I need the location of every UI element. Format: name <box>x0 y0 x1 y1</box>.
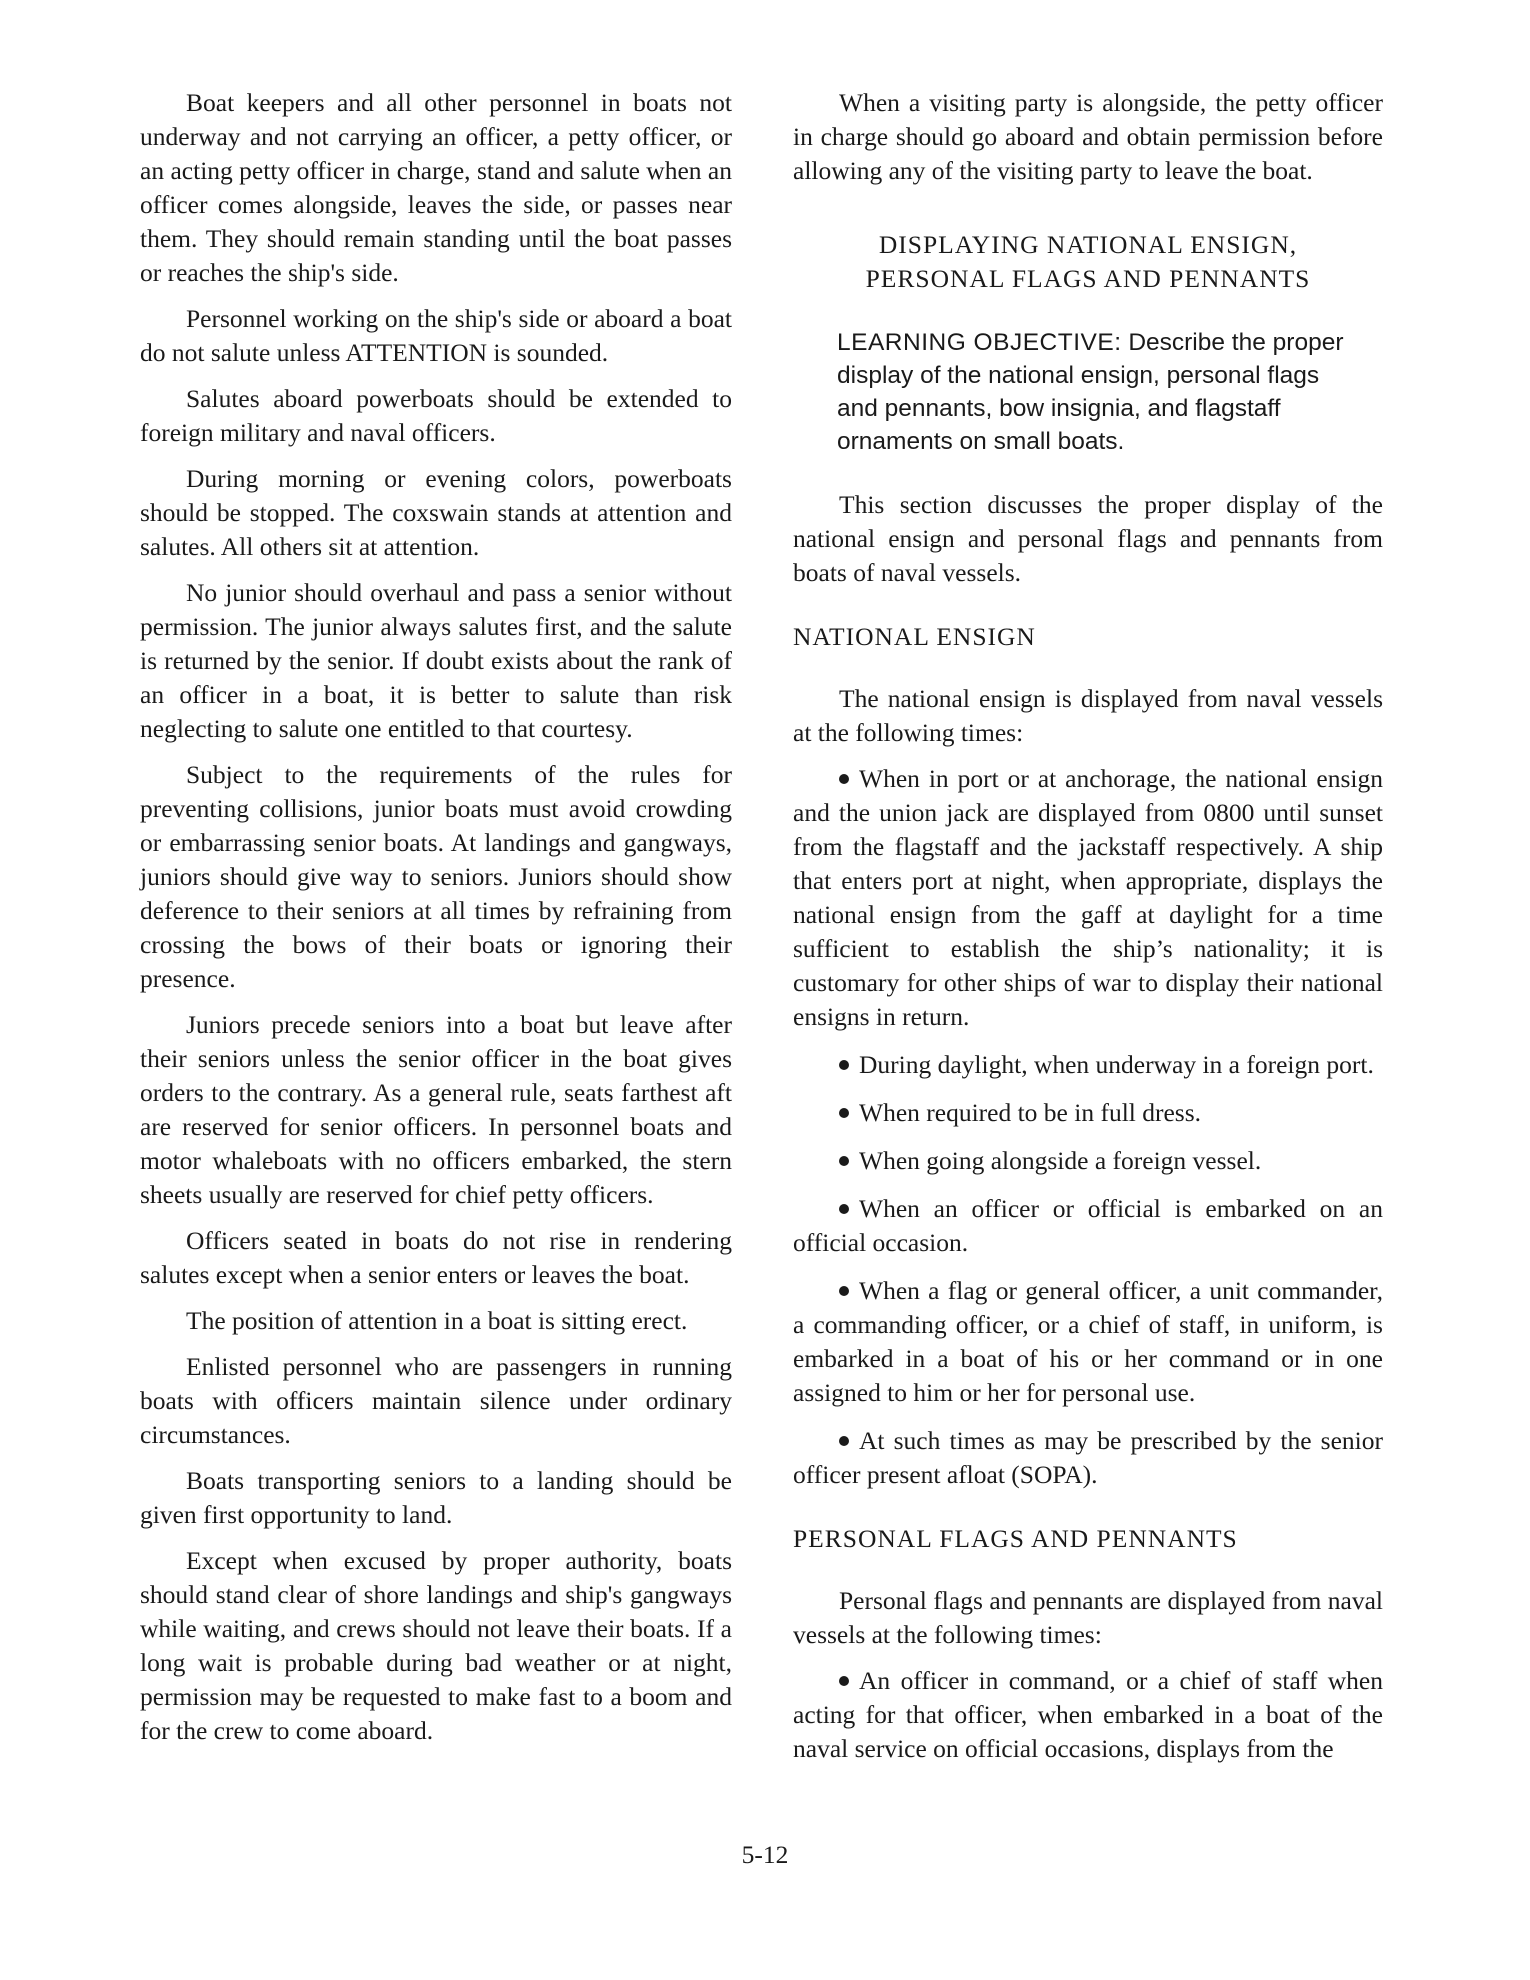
list-item-text: When a flag or general officer, a unit commander, a commanding officer, or a chief of staff, in uniform, is embarked in a boat of his or her command or in one assigned to him or her for personal use. <box>793 1276 1383 1407</box>
paragraph: The national ensign is displayed from naval vessels at the following times: <box>793 684 1383 747</box>
section-title-line: PERSONAL FLAGS AND PENNANTS <box>865 264 1311 293</box>
section-title-line: DISPLAYING NATIONAL ENSIGN, <box>878 230 1298 259</box>
paragraph: Boats transporting seniors to a landing should be given first opportunity to land. <box>140 1466 732 1529</box>
page-number: 5-12 <box>741 1840 789 1869</box>
list-item <box>793 1424 1383 1492</box>
paragraph: Personnel working on the ship's side or aboard a boat do not salute unless ATTENTION is sounded. <box>140 304 732 367</box>
section-title <box>793 228 1383 296</box>
bullet-icon <box>839 1156 849 1166</box>
list-item-text: When going alongside a foreign vessel. <box>859 1146 1262 1175</box>
bullet-icon <box>839 1204 849 1214</box>
paragraph: Enlisted personnel who are passengers in running boats with officers maintain silence under ordinary circumstances. <box>140 1352 732 1449</box>
paragraph: Salutes aboard powerboats should be extended to foreign military and naval officers. <box>140 384 732 447</box>
right-column <box>793 86 1383 1780</box>
list-item-text: During daylight, when underway in a foreign port. <box>859 1050 1374 1079</box>
paragraph: When a visiting party is alongside, the petty officer in charge should go aboard and obtain permission before allowing any of the visiting party to leave the boat. <box>793 88 1383 185</box>
learning-objective-label: LEARNING OBJECTIVE: <box>837 329 1122 356</box>
list-item-text: When in port or at anchorage, the national ensign and the union jack are displayed from 0800 until sunset from the flagstaff and the jackstaff respectively. A ship that enters port at night, when appropriate, displays the national ensign from the gaff at daylight for a time sufficient to establish the ship’s nationality; it is customary for other ships of war to display their national ensigns in return. <box>793 764 1383 1031</box>
left-column <box>140 86 732 1760</box>
paragraph: Subject to the requirements of the rules for preventing collisions, junior boats must avoid crowding or embarrassing senior boats. At landings and gangways, juniors should give way to seniors. Juniors should show deference to their seniors at all times by refraining from crossing the bows of their boats or ignoring their presence. <box>140 760 732 993</box>
list-item <box>793 1274 1383 1410</box>
bullet-icon <box>839 1436 849 1446</box>
bullet-icon <box>839 774 849 784</box>
paragraph: Juniors precede seniors into a boat but leave after their seniors unless the senior officer in the boat gives orders to the contrary. As a general rule, seats farthest aft are reserved for senior officers. In personnel boats and motor whaleboats with no officers embarked, the stern sheets usually are reserved for chief petty officers. <box>140 1010 732 1209</box>
list-item <box>793 1664 1383 1766</box>
list-item-text: At such times as may be prescribed by the senior officer present afloat (SOPA). <box>793 1426 1383 1489</box>
bullet-icon <box>839 1676 849 1686</box>
paragraph: Except when excused by proper authority, boats should stand clear of shore landings and ship's gangways while waiting, and crews should not leave their boats. If a long wait is probable during bad weather or at night, permission may be requested to make fast to a boom and for the crew to come aboard. <box>140 1546 732 1745</box>
subheading-personal-flags: PERSONAL FLAGS AND PENNANTS <box>793 1524 1238 1553</box>
bullet-icon <box>839 1108 849 1118</box>
learning-objective <box>837 326 1353 458</box>
list-item <box>793 1048 1383 1082</box>
list-item <box>793 1192 1383 1260</box>
list-item-text: When required to be in full dress. <box>859 1098 1202 1127</box>
subheading-national-ensign: NATIONAL ENSIGN <box>793 622 1036 651</box>
paragraph: During morning or evening colors, powerboats should be stopped. The coxswain stands at attention and salutes. All others sit at attention. <box>140 464 732 561</box>
paragraph: Boat keepers and all other personnel in boats not underway and not carrying an officer, a petty officer, or an acting petty officer in charge, stand and salute when an officer comes alongside, leaves the side, or passes near them. They should remain standing until the boat passes or reaches the ship's side. <box>140 88 732 287</box>
paragraph: This section discusses the proper display of the national ensign and personal flags and pennants from boats of naval vessels. <box>793 490 1383 587</box>
learning-objective-text: Describe the proper display of the national ensign, personal flags and pennants, bow insignia, and flagstaff ornaments on small boats. <box>837 329 1344 455</box>
bullet-icon <box>839 1060 849 1070</box>
paragraph: No junior should overhaul and pass a senior without permission. The junior always salutes first, and the salute is returned by the senior. If doubt exists about the rank of an officer in a boat, it is better to salute than risk neglecting to salute one entitled to that courtesy. <box>140 578 732 743</box>
list-item <box>793 1144 1383 1178</box>
list-item-text: When an officer or official is embarked on an official occasion. <box>793 1194 1383 1257</box>
list-item <box>793 762 1383 1034</box>
paragraph: Officers seated in boats do not rise in rendering salutes except when a senior enters or leaves the boat. <box>140 1226 732 1289</box>
paragraph: The position of attention in a boat is sitting erect. <box>186 1306 688 1335</box>
list-item-text: An officer in command, or a chief of staff when acting for that officer, when embarked in a boat of the naval service on official occasions, displays from the <box>793 1666 1383 1763</box>
bullet-icon <box>839 1286 849 1296</box>
list-item <box>793 1096 1383 1130</box>
paragraph: Personal flags and pennants are displayed from naval vessels at the following times: <box>793 1586 1383 1649</box>
